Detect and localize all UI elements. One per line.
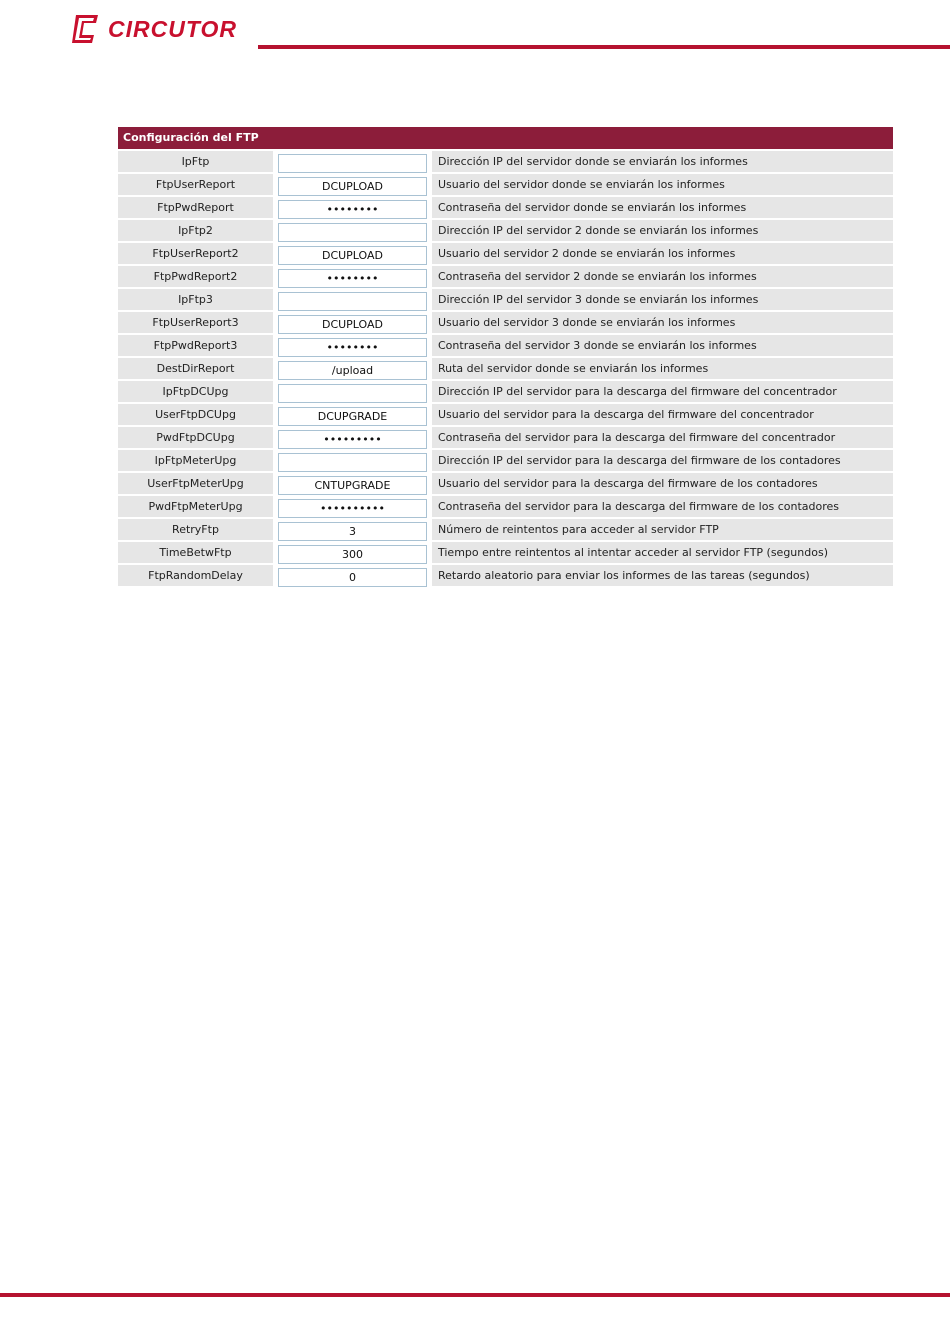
field-input[interactable] <box>278 568 427 587</box>
field-description: Contraseña del servidor 2 donde se enviarán los informes <box>432 266 893 287</box>
field-input[interactable] <box>278 223 427 242</box>
field-description: Usuario del servidor donde se enviarán los informes <box>432 174 893 195</box>
header-rule <box>258 45 950 49</box>
field-description: Usuario del servidor 3 donde se enviarán los informes <box>432 312 893 333</box>
ftp-config-rows <box>118 151 893 586</box>
field-description: Contraseña del servidor donde se enviarán los informes <box>432 197 893 218</box>
field-input-cell <box>275 289 430 310</box>
field-description: Dirección IP del servidor donde se enviarán los informes <box>432 151 893 172</box>
field-input-cell <box>275 220 430 241</box>
field-input[interactable] <box>278 177 427 196</box>
table-row <box>118 151 893 172</box>
field-description: Dirección IP del servidor 2 donde se enviarán los informes <box>432 220 893 241</box>
field-label: FtpPwdReport2 <box>118 266 273 287</box>
field-input[interactable] <box>278 361 427 380</box>
field-input[interactable] <box>278 476 427 495</box>
field-description: Contraseña del servidor para la descarga del firmware del concentrador <box>432 427 893 448</box>
field-label: PwdFtpDCUpg <box>118 427 273 448</box>
field-label: FtpPwdReport3 <box>118 335 273 356</box>
field-description: Contraseña del servidor 3 donde se enviarán los informes <box>432 335 893 356</box>
table-row <box>118 197 893 218</box>
field-input[interactable] <box>278 453 427 472</box>
field-label: FtpUserReport3 <box>118 312 273 333</box>
field-input-cell <box>275 174 430 195</box>
field-input[interactable] <box>278 407 427 426</box>
field-input-cell <box>275 381 430 402</box>
field-label: IpFtp3 <box>118 289 273 310</box>
table-row <box>118 266 893 287</box>
footer-rule <box>0 1293 950 1297</box>
field-input[interactable] <box>278 522 427 541</box>
field-input[interactable] <box>278 338 427 357</box>
field-input[interactable] <box>278 499 427 518</box>
table-row <box>118 335 893 356</box>
field-label: FtpUserReport <box>118 174 273 195</box>
table-row <box>118 381 893 402</box>
field-input-cell <box>275 565 430 586</box>
field-description: Dirección IP del servidor 3 donde se enviarán los informes <box>432 289 893 310</box>
field-input-cell <box>275 473 430 494</box>
field-input-cell <box>275 427 430 448</box>
field-input-cell <box>275 404 430 425</box>
field-input[interactable] <box>278 430 427 449</box>
field-label: UserFtpDCUpg <box>118 404 273 425</box>
field-description: Dirección IP del servidor para la descarga del firmware del concentrador <box>432 381 893 402</box>
field-label: RetryFtp <box>118 519 273 540</box>
field-label: FtpUserReport2 <box>118 243 273 264</box>
field-description: Usuario del servidor para la descarga del firmware de los contadores <box>432 473 893 494</box>
field-input-cell <box>275 519 430 540</box>
table-row <box>118 289 893 310</box>
table-row <box>118 565 893 586</box>
field-label: TimeBetwFtp <box>118 542 273 563</box>
field-label: IpFtpMeterUpg <box>118 450 273 471</box>
field-label: IpFtp2 <box>118 220 273 241</box>
field-input-cell <box>275 335 430 356</box>
field-label: IpFtp <box>118 151 273 172</box>
ftp-config-panel <box>118 127 893 586</box>
table-row <box>118 427 893 448</box>
field-input[interactable] <box>278 384 427 403</box>
field-input-cell <box>275 312 430 333</box>
table-row <box>118 404 893 425</box>
panel-title: Configuración del FTP <box>118 127 893 149</box>
field-input-cell <box>275 358 430 379</box>
table-row <box>118 174 893 195</box>
field-input-cell <box>275 243 430 264</box>
field-input-cell <box>275 496 430 517</box>
field-input-cell <box>275 197 430 218</box>
field-description: Contraseña del servidor para la descarga del firmware de los contadores <box>432 496 893 517</box>
field-input-cell <box>275 151 430 172</box>
field-description: Usuario del servidor para la descarga del firmware del concentrador <box>432 404 893 425</box>
table-row <box>118 519 893 540</box>
field-label: PwdFtpMeterUpg <box>118 496 273 517</box>
table-row <box>118 220 893 241</box>
field-label: FtpRandomDelay <box>118 565 273 586</box>
table-row <box>118 473 893 494</box>
circutor-logo <box>70 12 237 46</box>
field-description: Número de reintentos para acceder al servidor FTP <box>432 519 893 540</box>
table-row <box>118 312 893 333</box>
field-description: Ruta del servidor donde se enviarán los informes <box>432 358 893 379</box>
field-label: FtpPwdReport <box>118 197 273 218</box>
table-row <box>118 496 893 517</box>
circutor-logo-icon <box>70 13 102 45</box>
field-label: IpFtpDCUpg <box>118 381 273 402</box>
field-input[interactable] <box>278 246 427 265</box>
table-row <box>118 243 893 264</box>
field-input[interactable] <box>278 292 427 311</box>
field-input[interactable] <box>278 154 427 173</box>
field-description: Dirección IP del servidor para la descarga del firmware de los contadores <box>432 450 893 471</box>
table-row <box>118 542 893 563</box>
field-input[interactable] <box>278 315 427 334</box>
field-label: DestDirReport <box>118 358 273 379</box>
field-description: Tiempo entre reintentos al intentar acceder al servidor FTP (segundos) <box>432 542 893 563</box>
field-input-cell <box>275 266 430 287</box>
brand-name: CIRCUTOR <box>108 16 237 42</box>
field-label: UserFtpMeterUpg <box>118 473 273 494</box>
field-input[interactable] <box>278 269 427 288</box>
field-input-cell <box>275 450 430 471</box>
table-row <box>118 450 893 471</box>
field-input[interactable] <box>278 545 427 564</box>
field-input[interactable] <box>278 200 427 219</box>
table-row <box>118 358 893 379</box>
field-description: Usuario del servidor 2 donde se enviarán los informes <box>432 243 893 264</box>
field-description: Retardo aleatorio para enviar los informes de las tareas (segundos) <box>432 565 893 586</box>
field-input-cell <box>275 542 430 563</box>
